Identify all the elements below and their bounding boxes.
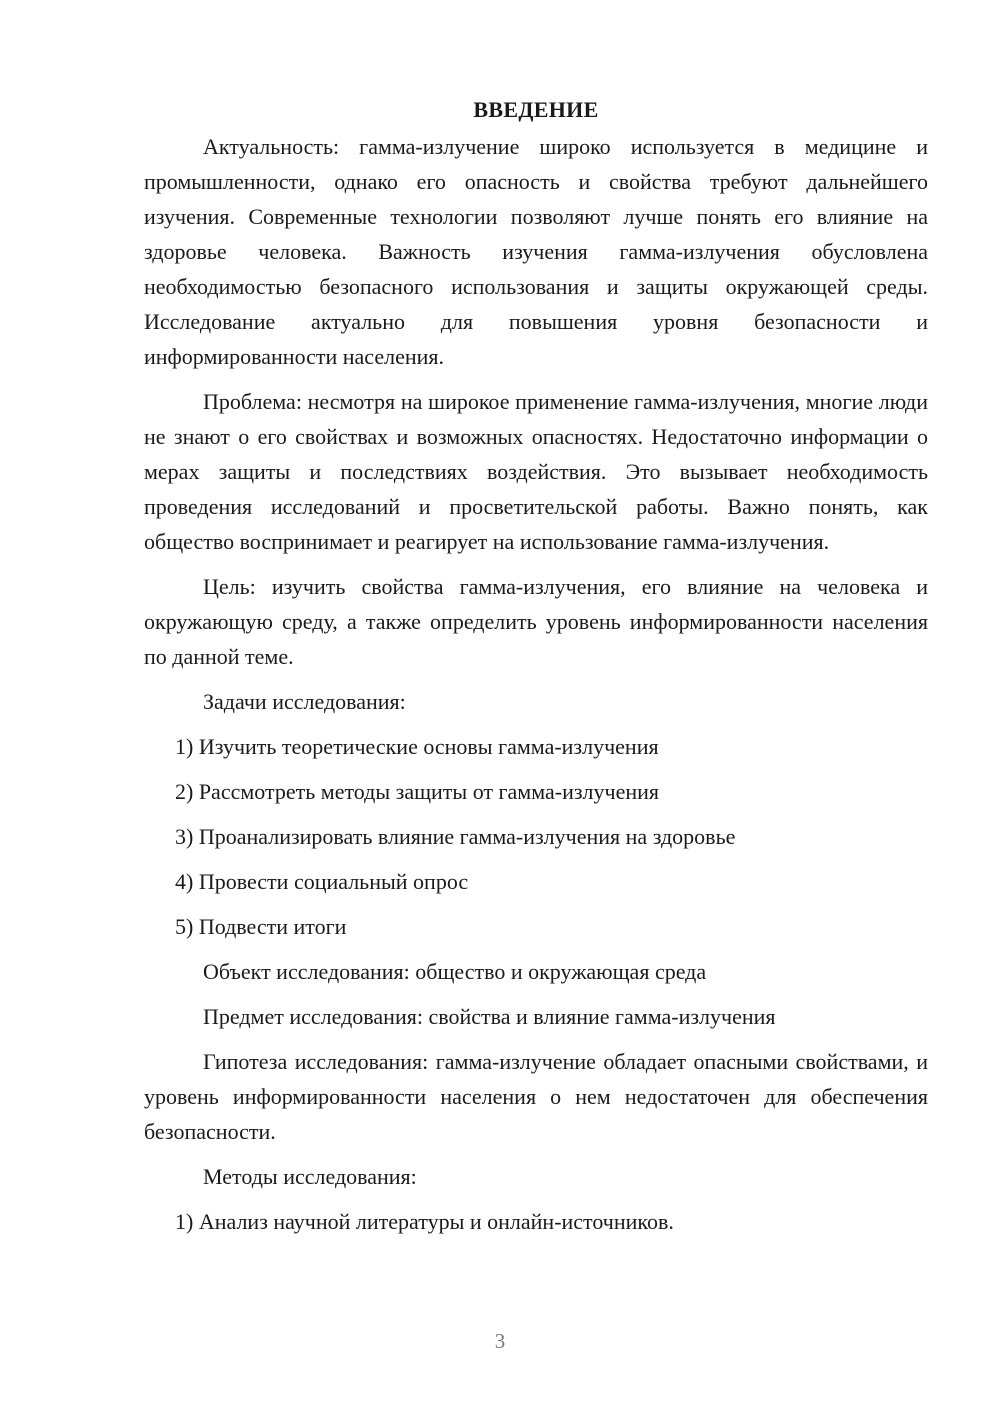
task-item-4: 4) Провести социальный опрос (175, 869, 469, 894)
research-subject: Предмет исследования: свойства и влияние гамма-излучения (203, 1004, 776, 1029)
tasks-heading: Задачи исследования: (203, 689, 406, 714)
hypothesis-paragraph: Гипотеза исследования: гамма-излучение обладает опасными свойствами, и уровень информированности населения о нем недостаточен для обеспечения безопасности. (144, 1049, 928, 1144)
task-item-5: 5) Подвести итоги (175, 914, 347, 939)
method-item-1: 1) Анализ научной литературы и онлайн-источников. (175, 1209, 674, 1234)
problem-paragraph: Проблема: несмотря на широкое применение гамма-излучения, многие люди не знают о его свойствах и возможных опасностях. Недостаточно информации о мерах защиты и последствиях воздействия. Это вызывает необходимость проведения исследований и просветительской работы. Важно понять, как общество воспринимает и реагирует на использование гамма-излучения. (144, 389, 928, 554)
page-number: 3 (494, 1329, 506, 1353)
methods-list (144, 1204, 928, 1239)
page-content (144, 92, 928, 1249)
methods-heading: Методы исследования: (203, 1164, 417, 1189)
relevance-paragraph: Актуальность: гамма-излучение широко используется в медицине и промышленности, однако его опасность и свойства требуют дальнейшего изучения. Современные технологии позволяют лучше понять его влияние на здоровье человека. Важность изучения гамма-излучения обусловлена необходимостью безопасного использования и защиты окружающей среды. Исследование актуально для повышения уровня безопасности и информированности населения. (144, 134, 928, 369)
research-object: Объект исследования: общество и окружающая среда (203, 959, 707, 984)
task-item-3: 3) Проанализировать влияние гамма-излучения на здоровье (175, 824, 736, 849)
task-item-1: 1) Изучить теоретические основы гамма-излучения (175, 734, 659, 759)
tasks-list (144, 729, 928, 944)
goal-paragraph: Цель: изучить свойства гамма-излучения, его влияние на человека и окружающую среду, а также определить уровень информированности населения по данной теме. (144, 574, 928, 669)
page-title: ВВЕДЕНИЕ (473, 97, 599, 122)
task-item-2: 2) Рассмотреть методы защиты от гамма-излучения (175, 779, 660, 804)
